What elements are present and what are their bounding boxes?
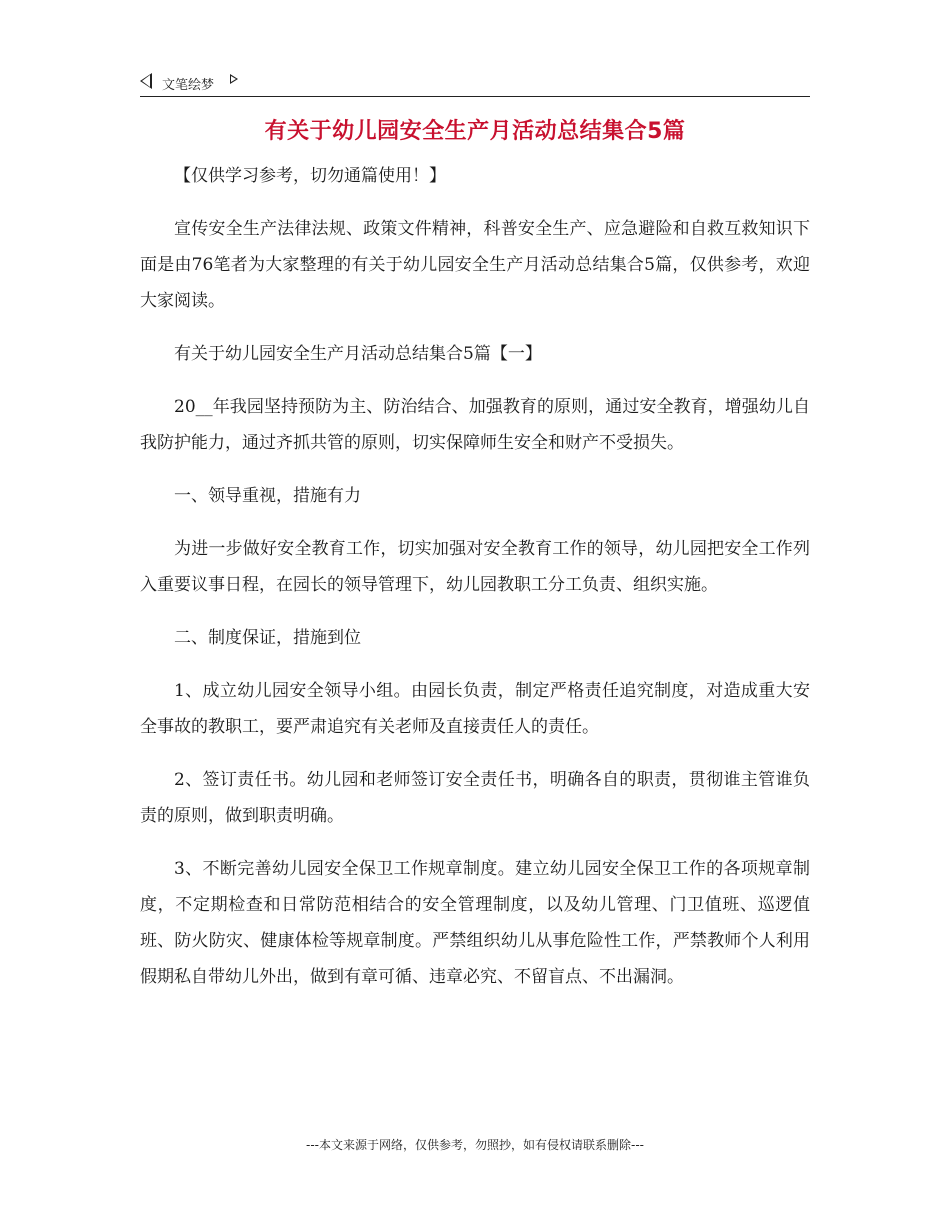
usage-notice: 【仅供学习参考，切勿通篇使用！】 (174, 166, 446, 186)
subheading: 二、制度保证，措施到位 (174, 628, 361, 648)
brand-label: 文笔绘梦 (162, 78, 215, 93)
paragraph: 20__年我园坚持预防为主、防治结合、加强教育的原则，通过安全教育，增强幼儿自我防护能力，通过齐抓共管的原则，切实保障师生安全和财产不受损失。 (140, 397, 810, 453)
paragraph: 为进一步做好安全教育工作，切实加强对安全教育工作的领导，幼儿园把安全工作列入重要议事日程，在园长的领导管理下，幼儿园教职工分工负责、组织实施。 (140, 539, 810, 595)
list-item: 3、不断完善幼儿园安全保卫工作规章制度。建立幼儿园安全保卫工作的各项规章制度，不定期检查和日常防范相结合的安全管理制度，以及幼儿管理、门卫值班、巡逻值班、防火防灾、健康体检等规章制度。严禁组织幼儿从事危险性工作，严禁教师个人利用假期私自带幼儿外出，做到有章可循、违章必究、不留盲点、不出漏洞。 (140, 859, 810, 987)
triangle-left-icon (140, 73, 152, 89)
document-body (140, 158, 810, 1012)
page-header (140, 70, 810, 97)
page-footer: ---本文来源于网络，仅供参考，勿照抄，如有侵权请联系删除--- (306, 1138, 644, 1152)
section-heading: 有关于幼儿园安全生产月活动总结集合5篇【一】 (174, 344, 542, 364)
subheading: 一、领导重视，措施有力 (174, 486, 361, 506)
list-item: 1、成立幼儿园安全领导小组。由园长负责，制定严格责任追究制度，对造成重大安全事故的教职工，要严肃追究有关老师及直接责任人的责任。 (140, 681, 810, 737)
triangle-right-icon (230, 74, 238, 84)
document-title: 有关于幼儿园安全生产月活动总结集合5篇 (264, 119, 686, 144)
paragraph-intro: 宣传安全生产法律法规、政策文件精神，科普安全生产、应急避险和自救互救知识下面是由76笔者为大家整理的有关于幼儿园安全生产月活动总结集合5篇，仅供参考，欢迎大家阅读。 (140, 219, 810, 311)
list-item: 2、签订责任书。幼儿园和老师签订安全责任书，明确各自的职责，贯彻谁主管谁负责的原则，做到职责明确。 (140, 770, 810, 826)
